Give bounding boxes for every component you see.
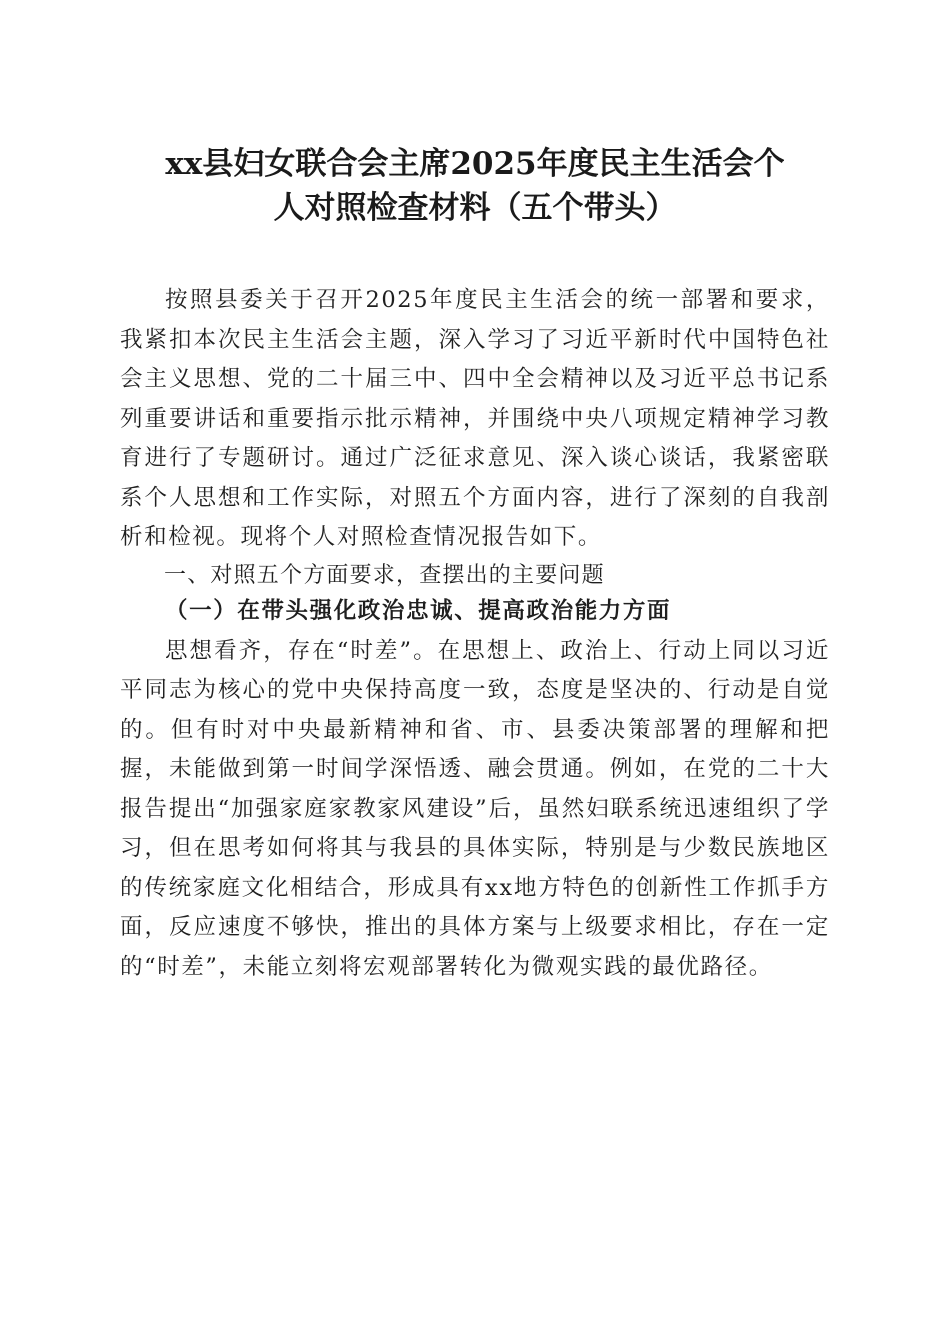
title-line-1: xx县妇女联合会主席2025年度民主生活会个 (165, 146, 785, 182)
document-title (0, 142, 950, 230)
section-heading-1: 一、对照五个方面要求，查摆出的主要问题 (164, 562, 605, 588)
title-line-2: 人对照检查材料（五个带头） (273, 190, 677, 226)
intro-paragraph: 按照县委关于召开2025年度民主生活会的统一部署和要求，我紧扣本次民主生活会主题，深入学习了习近平新时代中国特色社会主义思想、党的二十届三中、四中全会精神以及习近平总书记系列重要讲话和重要指示批示精神，并围绕中央八项规定精神学习教育进行了专题研讨。通过广泛征求意见、深入谈心谈话，我紧密联系个人思想和工作实际，对照五个方面内容，进行了深刻的自我剖析和检视。现将个人对照检查情况报告如下。 (120, 287, 830, 550)
subsection-heading-1: （一）在带头强化政治忠诚、提高政治能力方面 (165, 597, 672, 624)
subsection-paragraph-1: 思想看齐，存在“时差”。在思想上、政治上、行动上同以习近平同志为核心的党中央保持高度一致，态度是坚决的、行动是自觉的。但有时对中央最新精神和省、市、县委决策部署的理解和把握，未能做到第一时间学深悟透、融会贯通。例如，在党的二十大报告提出“加强家庭家教家风建设”后，虽然妇联系统迅速组织了学习，但在思考如何将其与我县的具体实际，特别是与少数民族地区的传统家庭文化相结合，形成具有xx地方特色的创新性工作抓手方面，反应速度不够快，推出的具体方案与上级要求相比，存在一定的“时差”，未能立刻将宏观部署转化为微观实践的最优路径。 (120, 637, 830, 980)
document-body (120, 281, 830, 987)
